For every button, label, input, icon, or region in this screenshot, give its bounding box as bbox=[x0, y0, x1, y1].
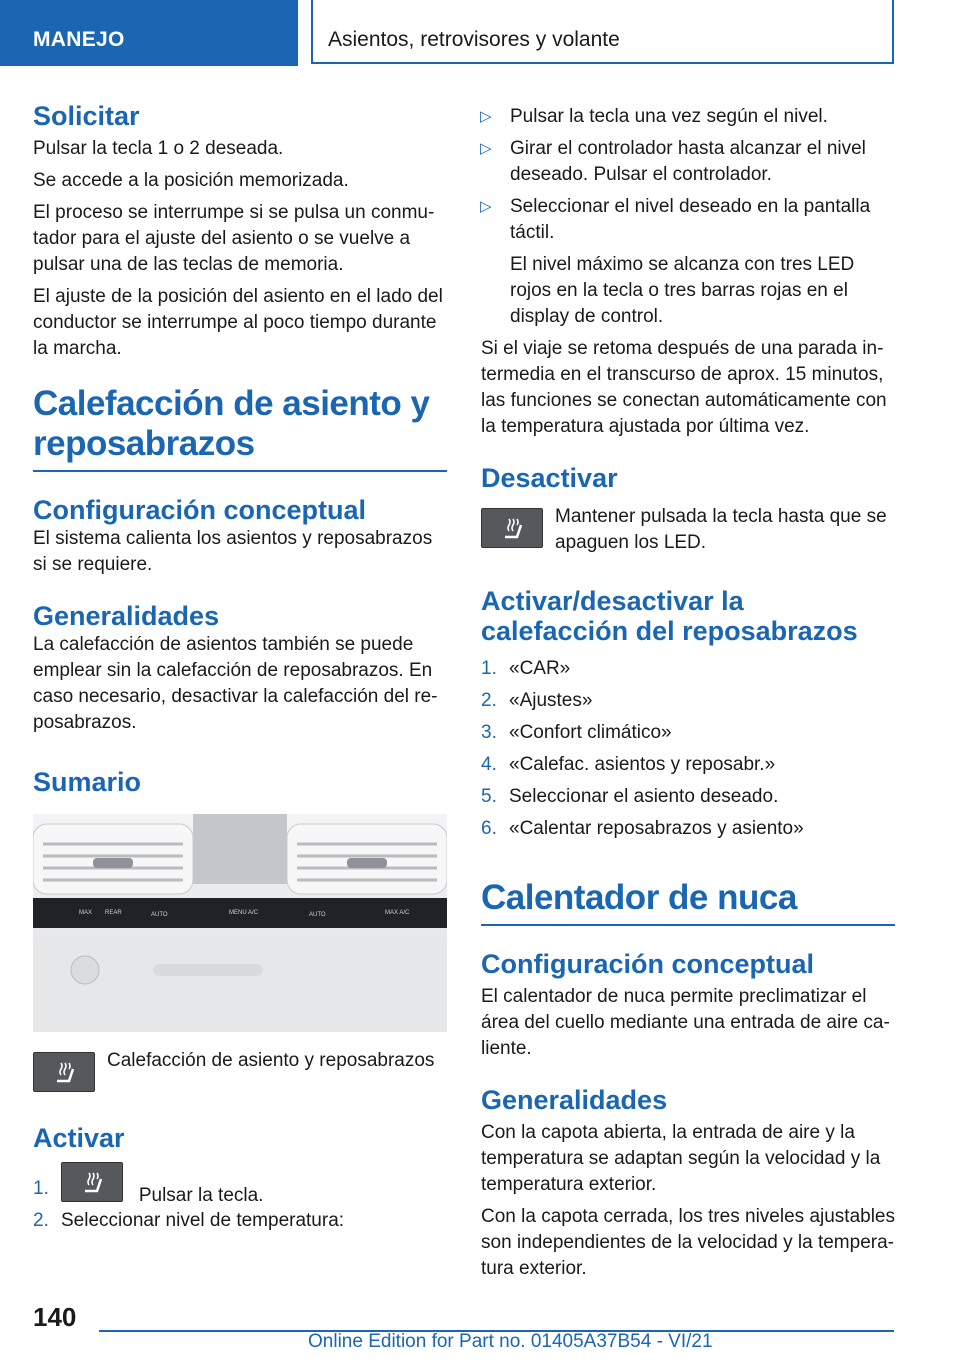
paragraph: Con la capota cerrada, los tres niveles ajustables son independientes de la velocidad y la temperatura exterior. bbox=[481, 1206, 896, 1279]
climate-panel-photo bbox=[33, 814, 447, 1032]
seat-heating-icon bbox=[79, 1169, 107, 1197]
paragraph: Si el viaje se retoma después de una parada intermedia en el transcurso de aprox. 15 minutos, las funciones se conectan automáticamente con la temperatura ajustada por última vez. bbox=[481, 338, 887, 437]
paragraph: Mantener pulsada la tecla hasta que se apaguen los LED. bbox=[555, 506, 887, 553]
list-item: 3. «Confort climático» bbox=[481, 722, 672, 743]
activar-steps bbox=[33, 1162, 447, 1234]
list-item: ▷ Pulsar la tecla una vez según el nivel. bbox=[453, 104, 895, 130]
seat-heating-button bbox=[33, 1052, 95, 1092]
step-text: Pulsar la tecla. bbox=[138, 1185, 264, 1207]
icon-legend bbox=[481, 504, 895, 556]
right-column bbox=[481, 104, 895, 1282]
paragraph: Se accede a la posición memorizada. bbox=[33, 170, 349, 191]
left-column bbox=[33, 100, 447, 1240]
heading-nuca: Calentador de nuca bbox=[481, 878, 895, 926]
list-item: ▷ Seleccionar el nivel deseado en la pantalla táctil. bbox=[453, 194, 895, 246]
paragraph: El sistema calienta los asientos y reposabrazos si se requiere. bbox=[33, 528, 433, 575]
panel-button-label: REAR bbox=[105, 910, 122, 916]
list-item: 6. «Calentar reposabrazos y asiento» bbox=[481, 818, 804, 839]
paragraph: Con la capota abierta, la entrada de aire y la temperatura se adaptan según la velocidad y la temperatura exterior. bbox=[481, 1122, 881, 1195]
seat-heating-icon bbox=[499, 515, 527, 543]
paragraph: El proceso se interrumpe si se pulsa un conmutador para el ajuste del asiento o se vuelve a pulsar una de las teclas de memoria. bbox=[33, 202, 435, 275]
panel-button-label: AUTO bbox=[151, 912, 168, 918]
seat-heating-icon bbox=[51, 1059, 79, 1087]
edition-note: Online Edition for Part no. 01405A37B54 - VI/21 bbox=[308, 1331, 713, 1352]
chapter-label: Asientos, retrovisores y volante bbox=[328, 28, 620, 51]
heading-generalidades: Generalidades bbox=[33, 601, 220, 631]
panel-button-label: MAX A/C bbox=[385, 910, 410, 916]
armrest-steps bbox=[481, 656, 895, 842]
page-number: 140 bbox=[33, 1302, 77, 1332]
paragraph: El ajuste de la posición del asiento en el lado del conductor se interrumpe al poco tiempo durante la marcha. bbox=[33, 286, 443, 359]
icon-caption: Calefacción de asiento y reposabrazos bbox=[107, 1050, 435, 1071]
heading-reposabrazos: Activar/desactivar la calefacción del reposabrazos bbox=[481, 586, 858, 646]
list-item: 1. Pulsar la tecla. bbox=[33, 1162, 447, 1202]
heading-calefaccion: Calefacción de asiento y reposabrazos bbox=[33, 384, 447, 472]
panel-button-label: MAX bbox=[79, 910, 93, 916]
chapter-tab bbox=[311, 0, 894, 64]
list-item: 5. Seleccionar el asiento deseado. bbox=[481, 786, 779, 807]
heading-solicitar: Solicitar bbox=[33, 101, 140, 131]
list-item: 2. «Ajustes» bbox=[481, 690, 593, 711]
list-item: 1. «CAR» bbox=[481, 658, 571, 679]
list-item: 2. Seleccionar nivel de temperatura: bbox=[33, 1210, 345, 1231]
paragraph: El calentador de nuca permite preclimatizar el área del cuello mediante una entrada de aire caliente. bbox=[481, 986, 890, 1059]
seat-heating-button bbox=[481, 508, 543, 548]
seat-heating-button bbox=[61, 1162, 123, 1202]
level-options bbox=[453, 104, 895, 246]
list-item: 4. «Calefac. asientos y reposabr.» bbox=[481, 754, 776, 775]
heading-desactivar: Desactivar bbox=[481, 463, 618, 493]
panel-button-label: AUTO bbox=[309, 912, 326, 918]
icon-legend bbox=[33, 1048, 447, 1092]
list-item: ▷ Girar el controlador hasta alcanzar el nivel deseado. Pulsar el controlador. bbox=[453, 136, 895, 188]
step-text: Seleccionar nivel de temperatura: bbox=[61, 1210, 345, 1231]
heading-configuracion: Configuración conceptual bbox=[33, 495, 367, 525]
section-tab bbox=[0, 0, 298, 66]
section-label: MANEJO bbox=[33, 28, 125, 51]
paragraph: Pulsar la tecla 1 o 2 deseada. bbox=[33, 138, 284, 159]
heading-activar: Activar bbox=[33, 1123, 125, 1153]
heading-sumario: Sumario bbox=[33, 767, 142, 797]
heading-nuca-configuracion: Configuración conceptual bbox=[481, 949, 815, 979]
climate-panel-illustration bbox=[33, 814, 447, 1032]
page-header bbox=[0, 0, 960, 66]
heading-nuca-generalidades: Generalidades bbox=[481, 1085, 668, 1115]
paragraph: El nivel máximo se alcanza con tres LED rojos en la tecla o tres barras rojas en el display de control. bbox=[510, 254, 855, 327]
panel-button-label: MENU A/C bbox=[229, 910, 259, 916]
paragraph: La calefacción de asientos también se puede emplear sin la calefacción de reposabrazos. En caso necesario, desactivar la calefacción del reposabrazos. bbox=[33, 634, 438, 733]
